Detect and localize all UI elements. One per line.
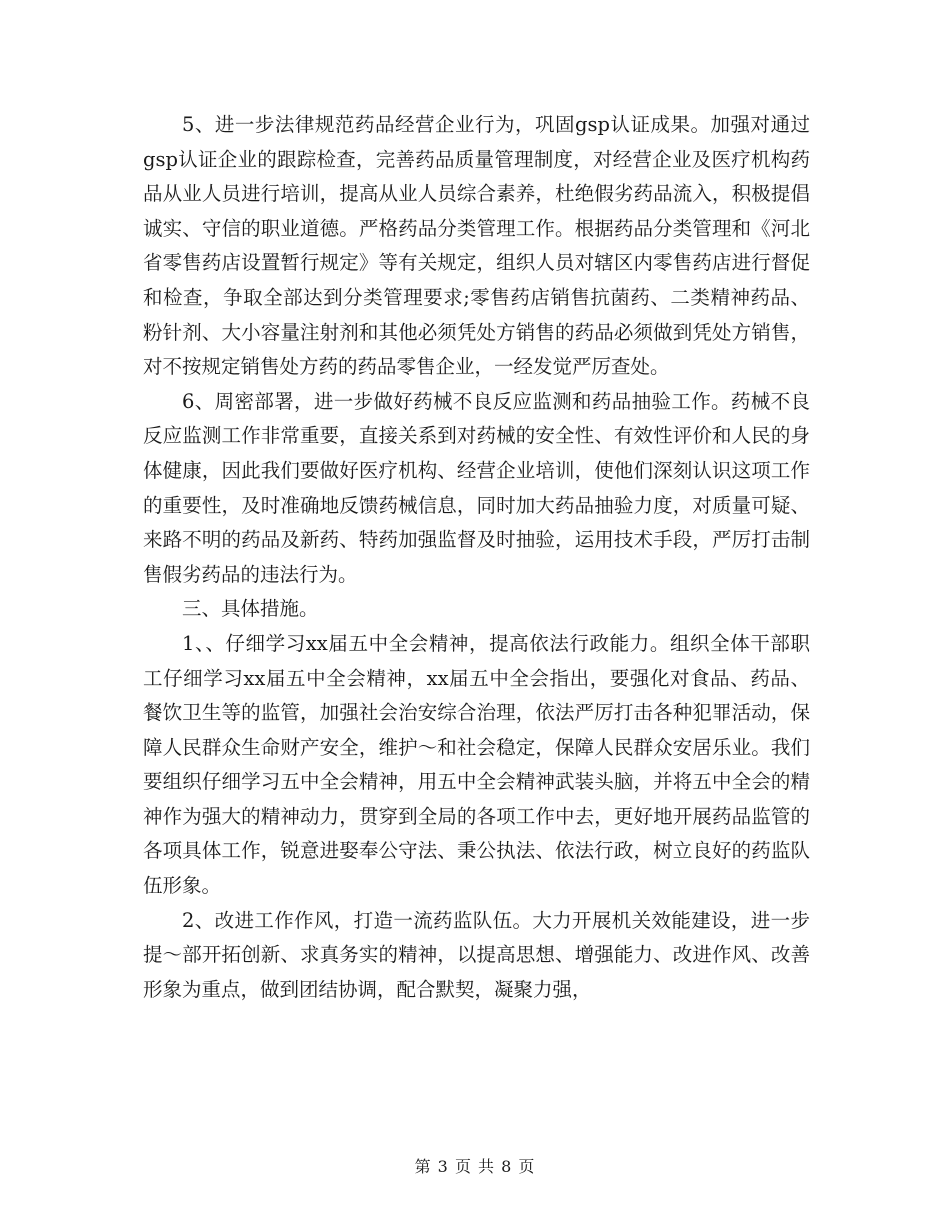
paragraph-measure-2: 2、改进工作作风，打造一流药监队伍。大力开展机关效能建设，进一步提～部开拓创新、求真务实的精神，以提高思想、增强能力、改进作风、改善形象为重点，做到团结协调，配合默契，凝聚力强，: [143, 908, 810, 1001]
paragraph-item-6: 6、周密部署，进一步做好药械不良反应监测和药品抽验工作。药械不良反应监测工作非常重要，直接关系到对药械的安全性、有效性评价和人民的身体健康，因此我们要做好医疗机构、经营企业培训，使他们深刻认识这项工作的重要性，及时准确地反馈药械信息，同时加大药品抽验力度，对质量可疑、来路不明的药品及新药、特药加强监督及时抽验，运用技术手段，严厉打击制售假劣药品的违法行为。: [143, 389, 810, 586]
document-body: [143, 108, 810, 1007]
paragraph-item-5: 5、进一步法律规范药品经营企业行为，巩固gsp认证成果。加强对通过gsp认证企业的跟踪检查，完善药品质量管理制度，对经营企业及医疗机构药品从业人员进行培训，提高从业人员综合素养，杜绝假劣药品流入，积极提倡诚实、守信的职业道德。严格药品分类管理工作。根据药品分类管理和《河北省零售药店设置暂行规定》等有关规定，组织人员对辖区内零售药店进行督促和检查，争取全部达到分类管理要求;零售药店销售抗菌药、二类精神药品、粉针剂、大小容量注射剂和其他必须凭处方销售的药品必须做到凭处方销售，对不按规定销售处方药的药品零售企业，一经发觉严厉查处。: [143, 113, 810, 379]
paragraph-measure-1: 1、、仔细学习xx届五中全会精神，提高依法行政能力。组织全体干部职工仔细学习xx届五中全会精神，xx届五中全会指出，要强化对食品、药品、餐饮卫生等的监管，加强社会治安综合治理，依法严厉打击各种犯罪活动，保障人民群众生命财产安全，维护～和社会稳定，保障人民群众安居乐业。我们要组织仔细学习五中全会精神，用五中全会精神武装头脑，并将五中全会的精神作为强大的精神动力，贯穿到全局的各项工作中去，更好地开展药品监管的各项具体工作，锐意进娶奉公守法、秉公执法、依法行政，树立良好的药监队伍形象。: [143, 631, 810, 898]
section-heading-measures: 三、具体措施。: [182, 597, 319, 621]
page-number-footer: 第 3 页 共 8 页: [414, 1157, 536, 1176]
